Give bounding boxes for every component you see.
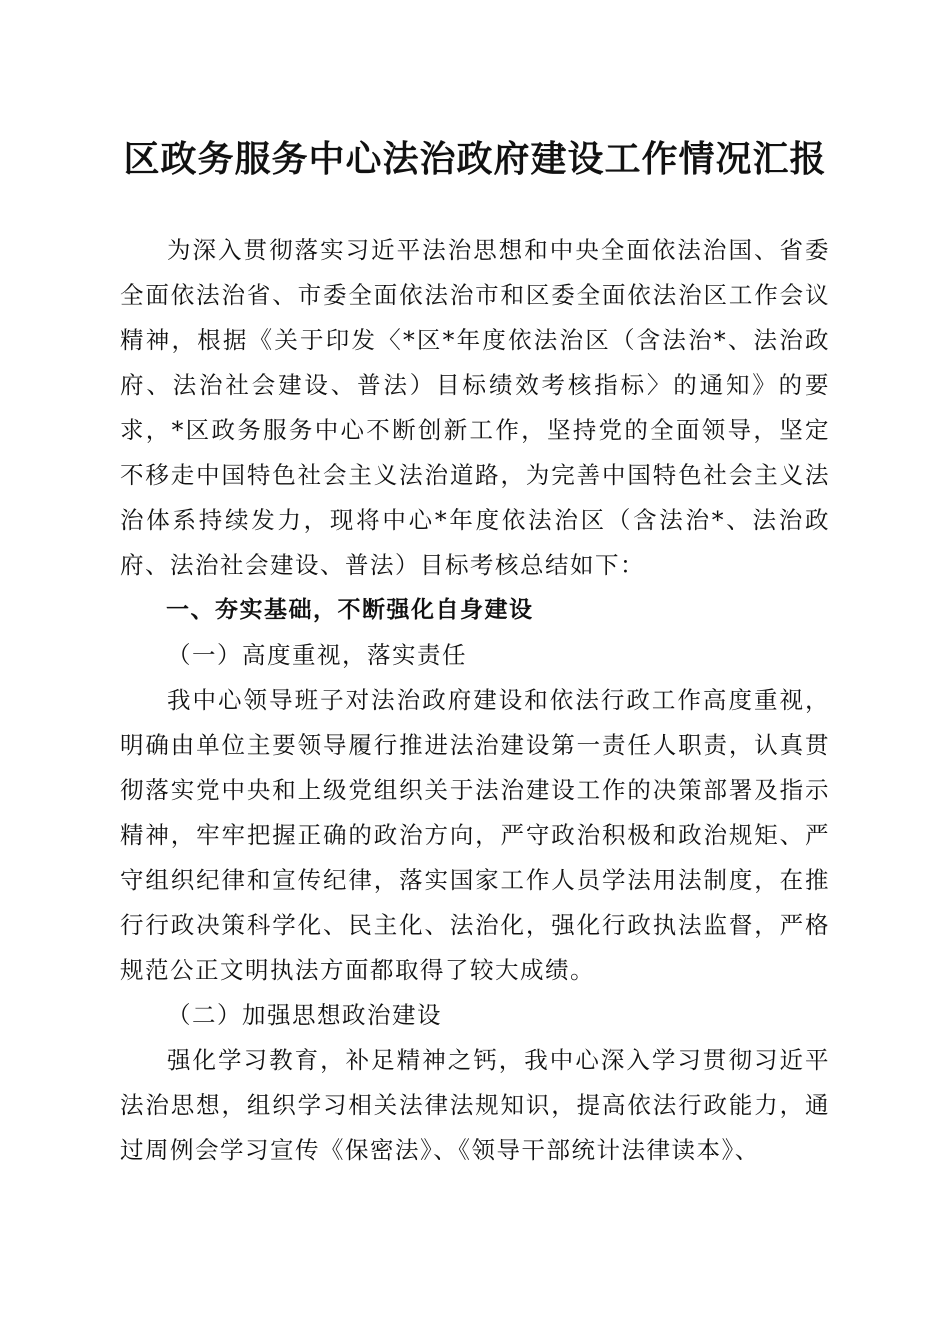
subsection-2-paragraph: 强化学习教育，补足精神之钙，我中心深入学习贯彻习近平法治思想，组织学习相关法律法规知识，提高依法行政能力，通过周例会学习宣传《保密法》、《领导干部统计法律读本》、 <box>120 1046 830 1164</box>
document-body <box>120 228 830 1173</box>
document-title: 区政务服务中心法治政府建设工作情况汇报 <box>123 138 827 180</box>
subsection-1-paragraph: 我中心领导班子对法治政府建设和依法行政工作高度重视，明确由单位主要领导履行推进法治建设第一责任人职责，认真贯彻落实党中央和上级党组织关于法治建设工作的决策部署及指示精神，牢牢把握正确的政治方向，严守政治积极和政治规矩、严守组织纪律和宣传纪律，落实国家工作人员学法用法制度，在推行行政决策科学化、民主化、法治化，强化行政执法监督，严格规范公正文明执法方面都取得了较大成绩。 <box>120 686 830 984</box>
section-heading-1: 一、夯实基础，不断强化自身建设 <box>166 597 534 623</box>
intro-paragraph: 为深入贯彻落实习近平法治思想和中央全面依法治国、省委全面依法治省、市委全面依法治市和区委全面依法治区工作会议精神，根据《关于印发〈*区*年度依法治区（含法治*、法治政府、法治社会建设、普法）目标绩效考核指标〉的通知》的要求，*区政务服务中心不断创新工作，坚持党的全面领导，坚定不移走中国特色社会主义法治道路，为完善中国特色社会主义法治体系持续发力，现将中心*年度依法治区（含法治*、法治政府、法治社会建设、普法）目标考核总结如下： <box>120 236 830 579</box>
subsection-heading-1: （一）高度重视，落实责任 <box>167 641 467 669</box>
subsection-heading-2: （二）加强思想政治建设 <box>167 1001 442 1029</box>
